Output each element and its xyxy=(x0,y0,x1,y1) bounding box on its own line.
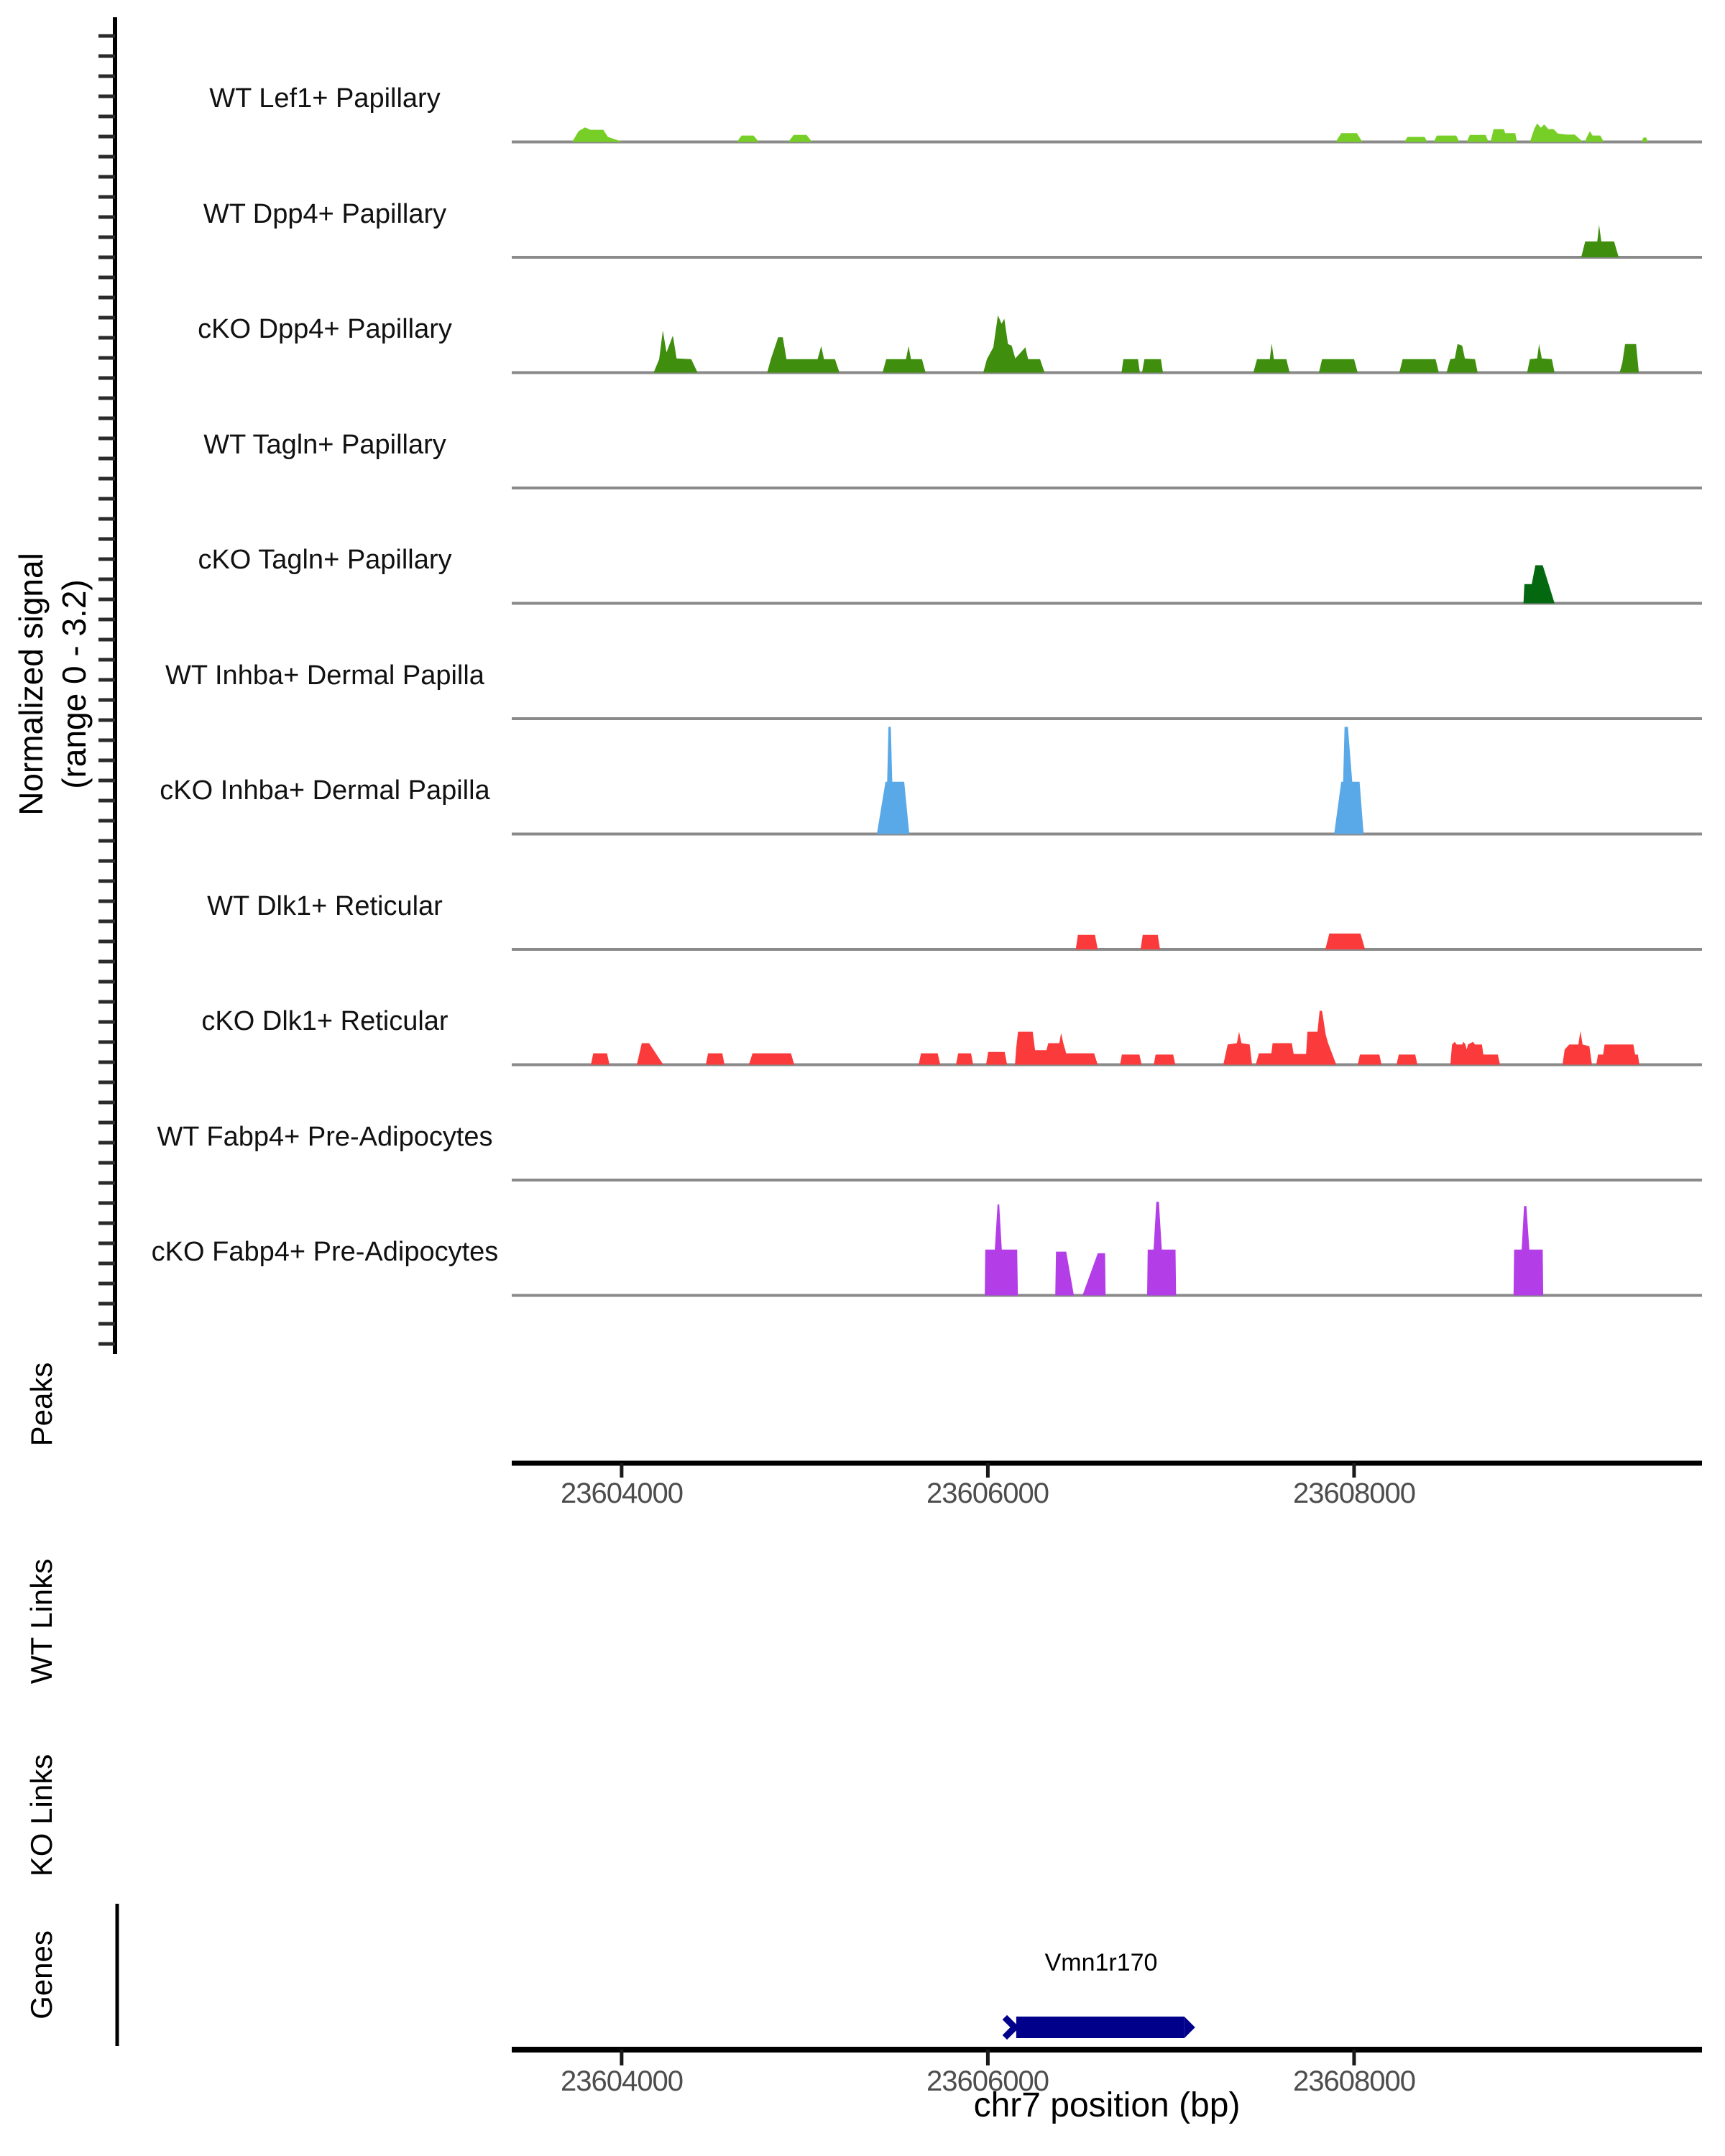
gene-arrow-tip xyxy=(1184,2017,1195,2038)
track-label-wt-dlk1: WT Dlk1+ Reticular xyxy=(207,891,443,921)
signal-peak xyxy=(1325,934,1365,949)
track-label-wt-dpp4: WT Dpp4+ Papillary xyxy=(203,199,447,229)
signal-axis-label-line2: (range 0 - 3.2) xyxy=(55,579,93,789)
signal-peak xyxy=(1563,1031,1592,1065)
signal-peak xyxy=(1121,359,1140,373)
signal-peak xyxy=(1399,359,1439,373)
signal-peak xyxy=(1581,225,1619,257)
signal-peak xyxy=(1450,1042,1500,1065)
bottom-axis-tick-23604000: 23604000 xyxy=(561,2065,683,2097)
bottom-axis-tick-23608000: 23608000 xyxy=(1293,2065,1415,2097)
signal-peak xyxy=(737,136,759,142)
signal-peak xyxy=(877,727,909,834)
track-label-cko-dpp4: cKO Dpp4+ Papillary xyxy=(198,314,452,344)
peaks-axis-tick-23606000: 23606000 xyxy=(926,1478,1049,1509)
signal-peak xyxy=(749,1054,794,1065)
signal-peak xyxy=(788,135,812,142)
signal-peak xyxy=(653,331,697,373)
track-label-cko-dlk1: cKO Dlk1+ Reticular xyxy=(201,1006,448,1036)
signal-peak xyxy=(706,1054,724,1065)
signal-peak xyxy=(919,1054,940,1065)
signal-peak xyxy=(956,1054,973,1065)
signal-peak xyxy=(1527,344,1555,373)
signal-peak xyxy=(1319,359,1358,373)
signal-peak xyxy=(1336,133,1363,142)
genome-axis-label: chr7 position (bp) xyxy=(973,2086,1241,2124)
track-label-wt-tagln: WT Tagln+ Papillary xyxy=(203,430,446,460)
signal-peak xyxy=(572,127,622,142)
signal-peak xyxy=(1397,1054,1417,1064)
gene-name-label: Vmn1r170 xyxy=(1044,1949,1158,1976)
section-label-ko-links: KO Links xyxy=(24,1754,58,1877)
signal-peak xyxy=(1585,132,1604,142)
track-label-cko-tagln: cKO Tagln+ Papillary xyxy=(198,545,452,575)
track-label-wt-lef1: WT Lef1+ Papillary xyxy=(209,83,441,114)
section-label-genes: Genes xyxy=(24,1930,58,2019)
signal-peak xyxy=(1223,1032,1252,1065)
track-label-wt-inhba: WT Inhba+ Dermal Papilla xyxy=(165,660,484,691)
signal-peak xyxy=(1254,344,1290,373)
signal-peak xyxy=(1142,359,1163,373)
gene-body xyxy=(1016,2017,1184,2038)
signal-peak xyxy=(883,346,926,373)
signal-peak xyxy=(1076,935,1098,949)
signal-peak xyxy=(1491,129,1517,142)
signal-peak xyxy=(1055,1252,1074,1296)
signal-axis-label xyxy=(10,553,96,816)
track-label-cko-fabp4: cKO Fabp4+ Pre-Adipocytes xyxy=(151,1237,499,1267)
section-label-wt-links: WT Links xyxy=(24,1558,58,1685)
signal-peak xyxy=(637,1044,663,1065)
signal-peak xyxy=(767,337,840,372)
signal-peak xyxy=(1256,1011,1336,1065)
signal-peak xyxy=(1334,727,1363,834)
signal-peak xyxy=(1514,1206,1543,1295)
signal-peak xyxy=(1447,344,1478,373)
signal-peak xyxy=(1015,1032,1098,1065)
signal-peak xyxy=(1358,1054,1381,1064)
signal-peak xyxy=(1404,137,1427,142)
section-label-peaks: Peaks xyxy=(24,1362,58,1447)
signal-peak xyxy=(985,1204,1018,1296)
signal-peak xyxy=(983,315,1044,373)
signal-peak xyxy=(1530,124,1583,142)
track-label-wt-fabp4: WT Fabp4+ Pre-Adipocytes xyxy=(157,1122,493,1152)
signal-peak xyxy=(1141,935,1160,949)
bottom-axis-tick-23606000: 23606000 xyxy=(926,2065,1049,2097)
track-label-cko-inhba: cKO Inhba+ Dermal Papilla xyxy=(160,775,490,806)
signal-peak xyxy=(591,1054,610,1065)
gene-strand-chevron xyxy=(1005,2017,1015,2037)
signal-peak xyxy=(986,1052,1007,1065)
signal-peak xyxy=(1120,1054,1141,1064)
signal-peak xyxy=(1596,1044,1639,1064)
signal-peak xyxy=(1434,136,1460,142)
signal-peak xyxy=(1082,1253,1105,1296)
signal-peak xyxy=(1467,135,1489,142)
signal-peak xyxy=(1524,566,1555,604)
signal-peak xyxy=(1619,344,1639,373)
signal-peak xyxy=(1642,137,1648,142)
peaks-axis-tick-23608000: 23608000 xyxy=(1293,1478,1415,1509)
signal-axis-label-line1: Normalized signal xyxy=(12,553,50,816)
peaks-axis-tick-23604000: 23604000 xyxy=(561,1478,683,1509)
signal-peak xyxy=(1154,1054,1175,1064)
signal-peak xyxy=(1147,1202,1176,1295)
